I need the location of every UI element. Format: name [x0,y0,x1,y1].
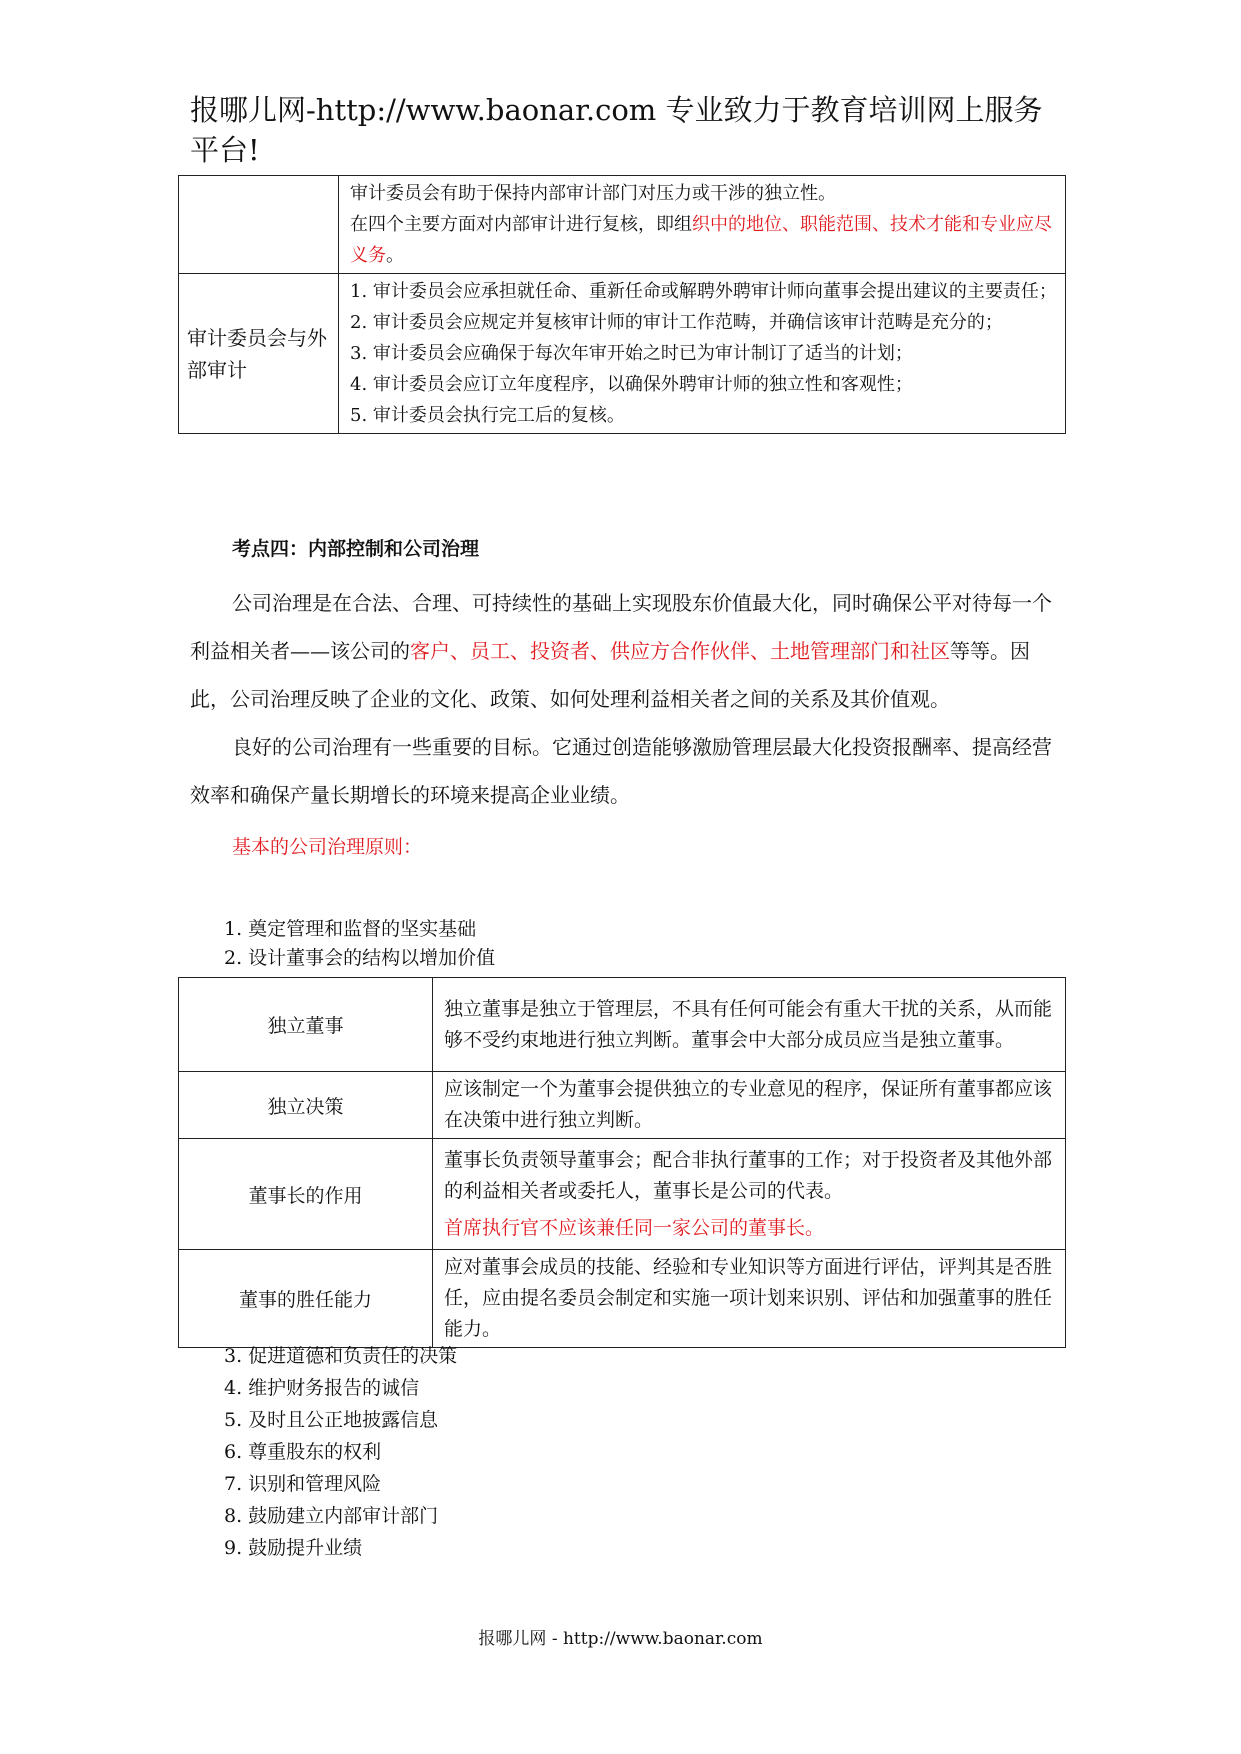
highlight-text: 织中的地位、职能范围、技术才能和专业应尽义务 [350,214,1052,266]
table-row [179,978,1066,1072]
section-corporate-governance [190,533,1062,863]
list-item: 1. 审计委员会应承担就任命、重新任命或解聘外聘审计师向董事会提出建议的主要责任； [350,281,1057,302]
text-span: 在四个主要方面对内部审计进行复核，即组 [350,214,692,235]
list-item: 4. 审计委员会应订立年度程序，以确保外聘审计师的独立性和客观性； [350,374,913,395]
list-item: 5. 审计委员会执行完工后的复核。 [350,405,625,426]
empty-label-cell [179,176,339,274]
list-item: 2. 设计董事会的结构以增加价值 [224,947,496,969]
table-key: 董事长的作用 [179,1139,433,1250]
table-key: 董事的胜任能力 [179,1250,433,1348]
list-item: 7. 识别和管理风险 [224,1473,382,1495]
header-line-1: 报哪儿网-http://www.baonar.com 专业致力于教育培训网上服务 [190,93,1043,127]
principles-title: 基本的公司治理原则： [232,836,423,858]
text-line: 审计委员会有助于保持内部审计部门对压力或干涉的独立性。 [350,183,836,204]
row-label: 审计委员会与外部审计 [179,274,339,434]
list-item: 3. 促进道德和负责任的决策 [224,1345,458,1367]
list-item: 6. 尊重股东的权利 [224,1441,382,1463]
table-value: 应对董事会成员的技能、经验和专业知识等方面进行评估，评判其是否胜任，应由提名委员会制定和实施一项计划来识别、评估和加强董事的胜任能力。 [433,1250,1066,1348]
header-line-2: 平台! [190,133,260,167]
table-row [179,1139,1066,1250]
list-item: 9. 鼓励提升业绩 [224,1537,363,1559]
text-span: 。 [386,245,404,266]
table-row [179,1250,1066,1348]
table-row [179,1072,1066,1139]
table-value [433,1139,1066,1250]
table-value: 独立董事是独立于管理层，不具有任何可能会有重大干扰的关系，从而能够不受约束地进行独立判断。董事会中大部分成员应当是独立董事。 [433,978,1066,1072]
page-header [190,90,1070,170]
external-audit-cell [339,274,1066,434]
table-row [179,274,1066,434]
text-span: 等等。因此，公司治理反映了企业的文化、政策、如何处理利益相关者之间的关系及其价值观。 [190,639,1030,711]
list-item: 4. 维护财务报告的诚信 [224,1377,420,1399]
internal-audit-cell [339,176,1066,274]
table-key: 独立决策 [179,1072,433,1139]
table-row [179,176,1066,274]
list-item: 1. 奠定管理和监督的坚实基础 [224,918,477,940]
table-value: 应该制定一个为董事会提供独立的专业意见的程序，保证所有董事都应该在决策中进行独立判断。 [433,1072,1066,1139]
list-item: 2. 审计委员会应规定并复核审计师的审计工作范畴，并确信该审计范畴是充分的； [350,312,1003,333]
table-key: 独立董事 [179,978,433,1072]
highlight-text: 客户、员工、投资者、供应方合作伙伴、土地管理部门和社区 [410,639,950,663]
audit-committee-table [178,175,1066,434]
text-block: 董事长负责领导董事会；配合非执行董事的工作；对于投资者及其他外部的利益相关者或委托人，董事长是公司的代表。 [444,1148,1053,1202]
section-title: 考点四：内部控制和公司治理 [232,538,480,560]
paragraph [190,579,1062,723]
text-line [350,209,1057,271]
list-item: 8. 鼓励建立内部审计部门 [224,1505,439,1527]
text-span: 公司治理是在合法、合理、可持续性的基础上实现股东价值最大化，同时确保公平对待每一个利益相关者——该公司的 [190,591,1052,663]
list-item: 5. 及时且公正地披露信息 [224,1409,439,1431]
list-item: 3. 审计委员会应确保于每次年审开始之时已为审计制订了适当的计划； [350,343,913,364]
board-principles-table [178,977,1066,1348]
page-footer: 报哪儿网 - http://www.baonar.com [478,1629,763,1649]
highlight-text: 首席执行官不应该兼任同一家公司的董事长。 [444,1216,825,1239]
paragraph: 良好的公司治理有一些重要的目标。它通过创造能够激励管理层最大化投资报酬率、提高经营效率和确保产量长期增长的环境来提高企业业绩。 [190,735,1052,807]
